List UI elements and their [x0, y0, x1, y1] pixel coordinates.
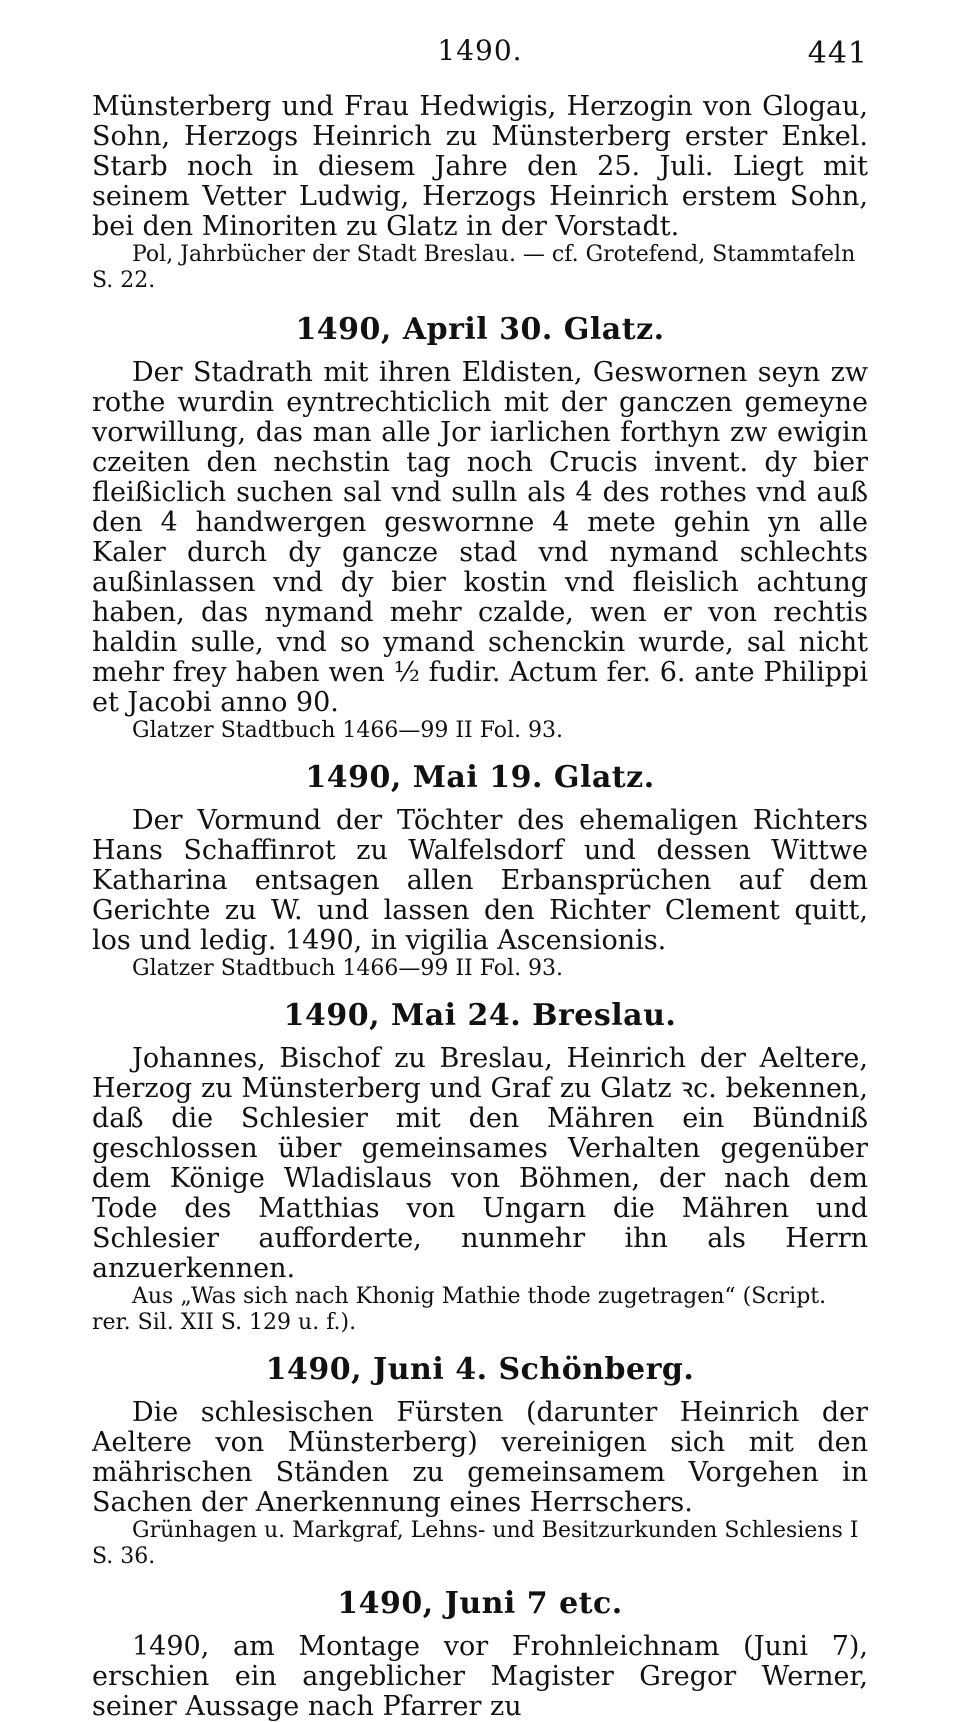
entry-text-juni-7: 1490, am Montage vor Frohnleichnam (Juni 7), erschien ein angeblicher Magister Gregor Werner, seiner Aussage nach Pfarrer zu: [92, 1631, 868, 1722]
page-body: [92, 92, 868, 1722]
page-number: 441: [807, 36, 868, 71]
entry-text-mai-19: Der Vormund der Töchter des ehemaligen Richters Hans Schaffinrot zu Walfelsdorf und dessen Wittwe Katharina entsagen allen Erbansprüchen auf dem Gerichte zu W. und lassen den Richter Clement quitt, los und ledig. 1490, in vigilia Ascensionis.: [92, 805, 868, 956]
entry-heading-mai-19: 1490, Mai 19. Glatz.: [305, 760, 655, 795]
entry-text-juni-4: Die schlesischen Fürsten (darunter Heinrich der Aeltere von Münsterberg) vereinigen sich mit den mährischen Ständen zu gemeinsamem Vorgehen in Sachen der Anerkennung eines Herrschers.: [92, 1397, 868, 1518]
entry-source-april-30: Glatzer Stadtbuch 1466—99 II Fol. 93.: [132, 718, 564, 743]
running-head: [0, 34, 960, 74]
entry-heading-mai-24: 1490, Mai 24. Breslau.: [283, 998, 677, 1033]
entry-heading-juni-7: 1490, Juni 7 etc.: [337, 1586, 623, 1621]
entry-text-april-30: Der Stadrath mit ihren Eldisten, Geswornen seyn zw rothe wurdin eyntrechticlich mit der ganczen gemeyne vorwillung, das man alle Jor iarlichen forthyn zw ewigin czeiten den nechstin tag noch Crucis invent. dy bier fleißiclich suchen sal vnd sulln als 4 des rothes vnd auß den 4 handwergen geswornne 4 mete gehin yn alle Kaler durch dy gancze stad vnd nymand schlechts außinlassen vnd dy bier kostin vnd fleislich achtung haben, das nymand mehr czalde, wen er von rechtis haldin sulle, vnd so ymand schenckin wurde, sal nicht mehr frey haben wen ½ fudir. Actum fer. 6. ante Philippi et Jacobi anno 90.: [92, 357, 868, 718]
entry-source-juni-4: Grünhagen u. Markgraf, Lehns- und Besitzurkunden Schlesiens I S. 36.: [92, 1518, 859, 1569]
entry-text-mai-24: Johannes, Bischof zu Breslau, Heinrich der Aeltere, Herzog zu Münsterberg und Graf zu Glatz ꝛc. bekennen, daß die Schlesier mit den Mähren ein Bündniß geschlossen über gemeinsames Verhalten gegenüber dem Könige Wladislaus von Böhmen, der nach dem Tode des Matthias von Ungarn die Mähren und Schlesier aufforderte, nunmehr ihn als Herrn anzuerkennen.: [92, 1043, 868, 1284]
entry-heading-juni-4: 1490, Juni 4. Schönberg.: [265, 1352, 695, 1387]
intro-paragraph: Münsterberg und Frau Hedwigis, Herzogin von Glogau, Sohn, Herzogs Heinrich zu Münsterberg erster Enkel. Starb noch in diesem Jahre den 25. Juli. Liegt mit seinem Vetter Ludwig, Herzogs Heinrich erstem Sohn, bei den Minoriten zu Glatz in der Vorstadt.: [92, 91, 868, 242]
entry-source-mai-24: Aus „Was sich nach Khonig Mathie thode zugetragen“ (Script. rer. Sil. XII S. 129 u. f.).: [92, 1284, 827, 1335]
entry-heading-april-30: 1490, April 30. Glatz.: [295, 312, 665, 347]
intro-source-citation: Pol, Jahrbücher der Stadt Breslau. — cf. Grotefend, Stammtafeln S. 22.: [92, 242, 856, 293]
running-head-year: 1490.: [437, 34, 523, 67]
entry-source-mai-19: Glatzer Stadtbuch 1466—99 II Fol. 93.: [132, 956, 564, 981]
